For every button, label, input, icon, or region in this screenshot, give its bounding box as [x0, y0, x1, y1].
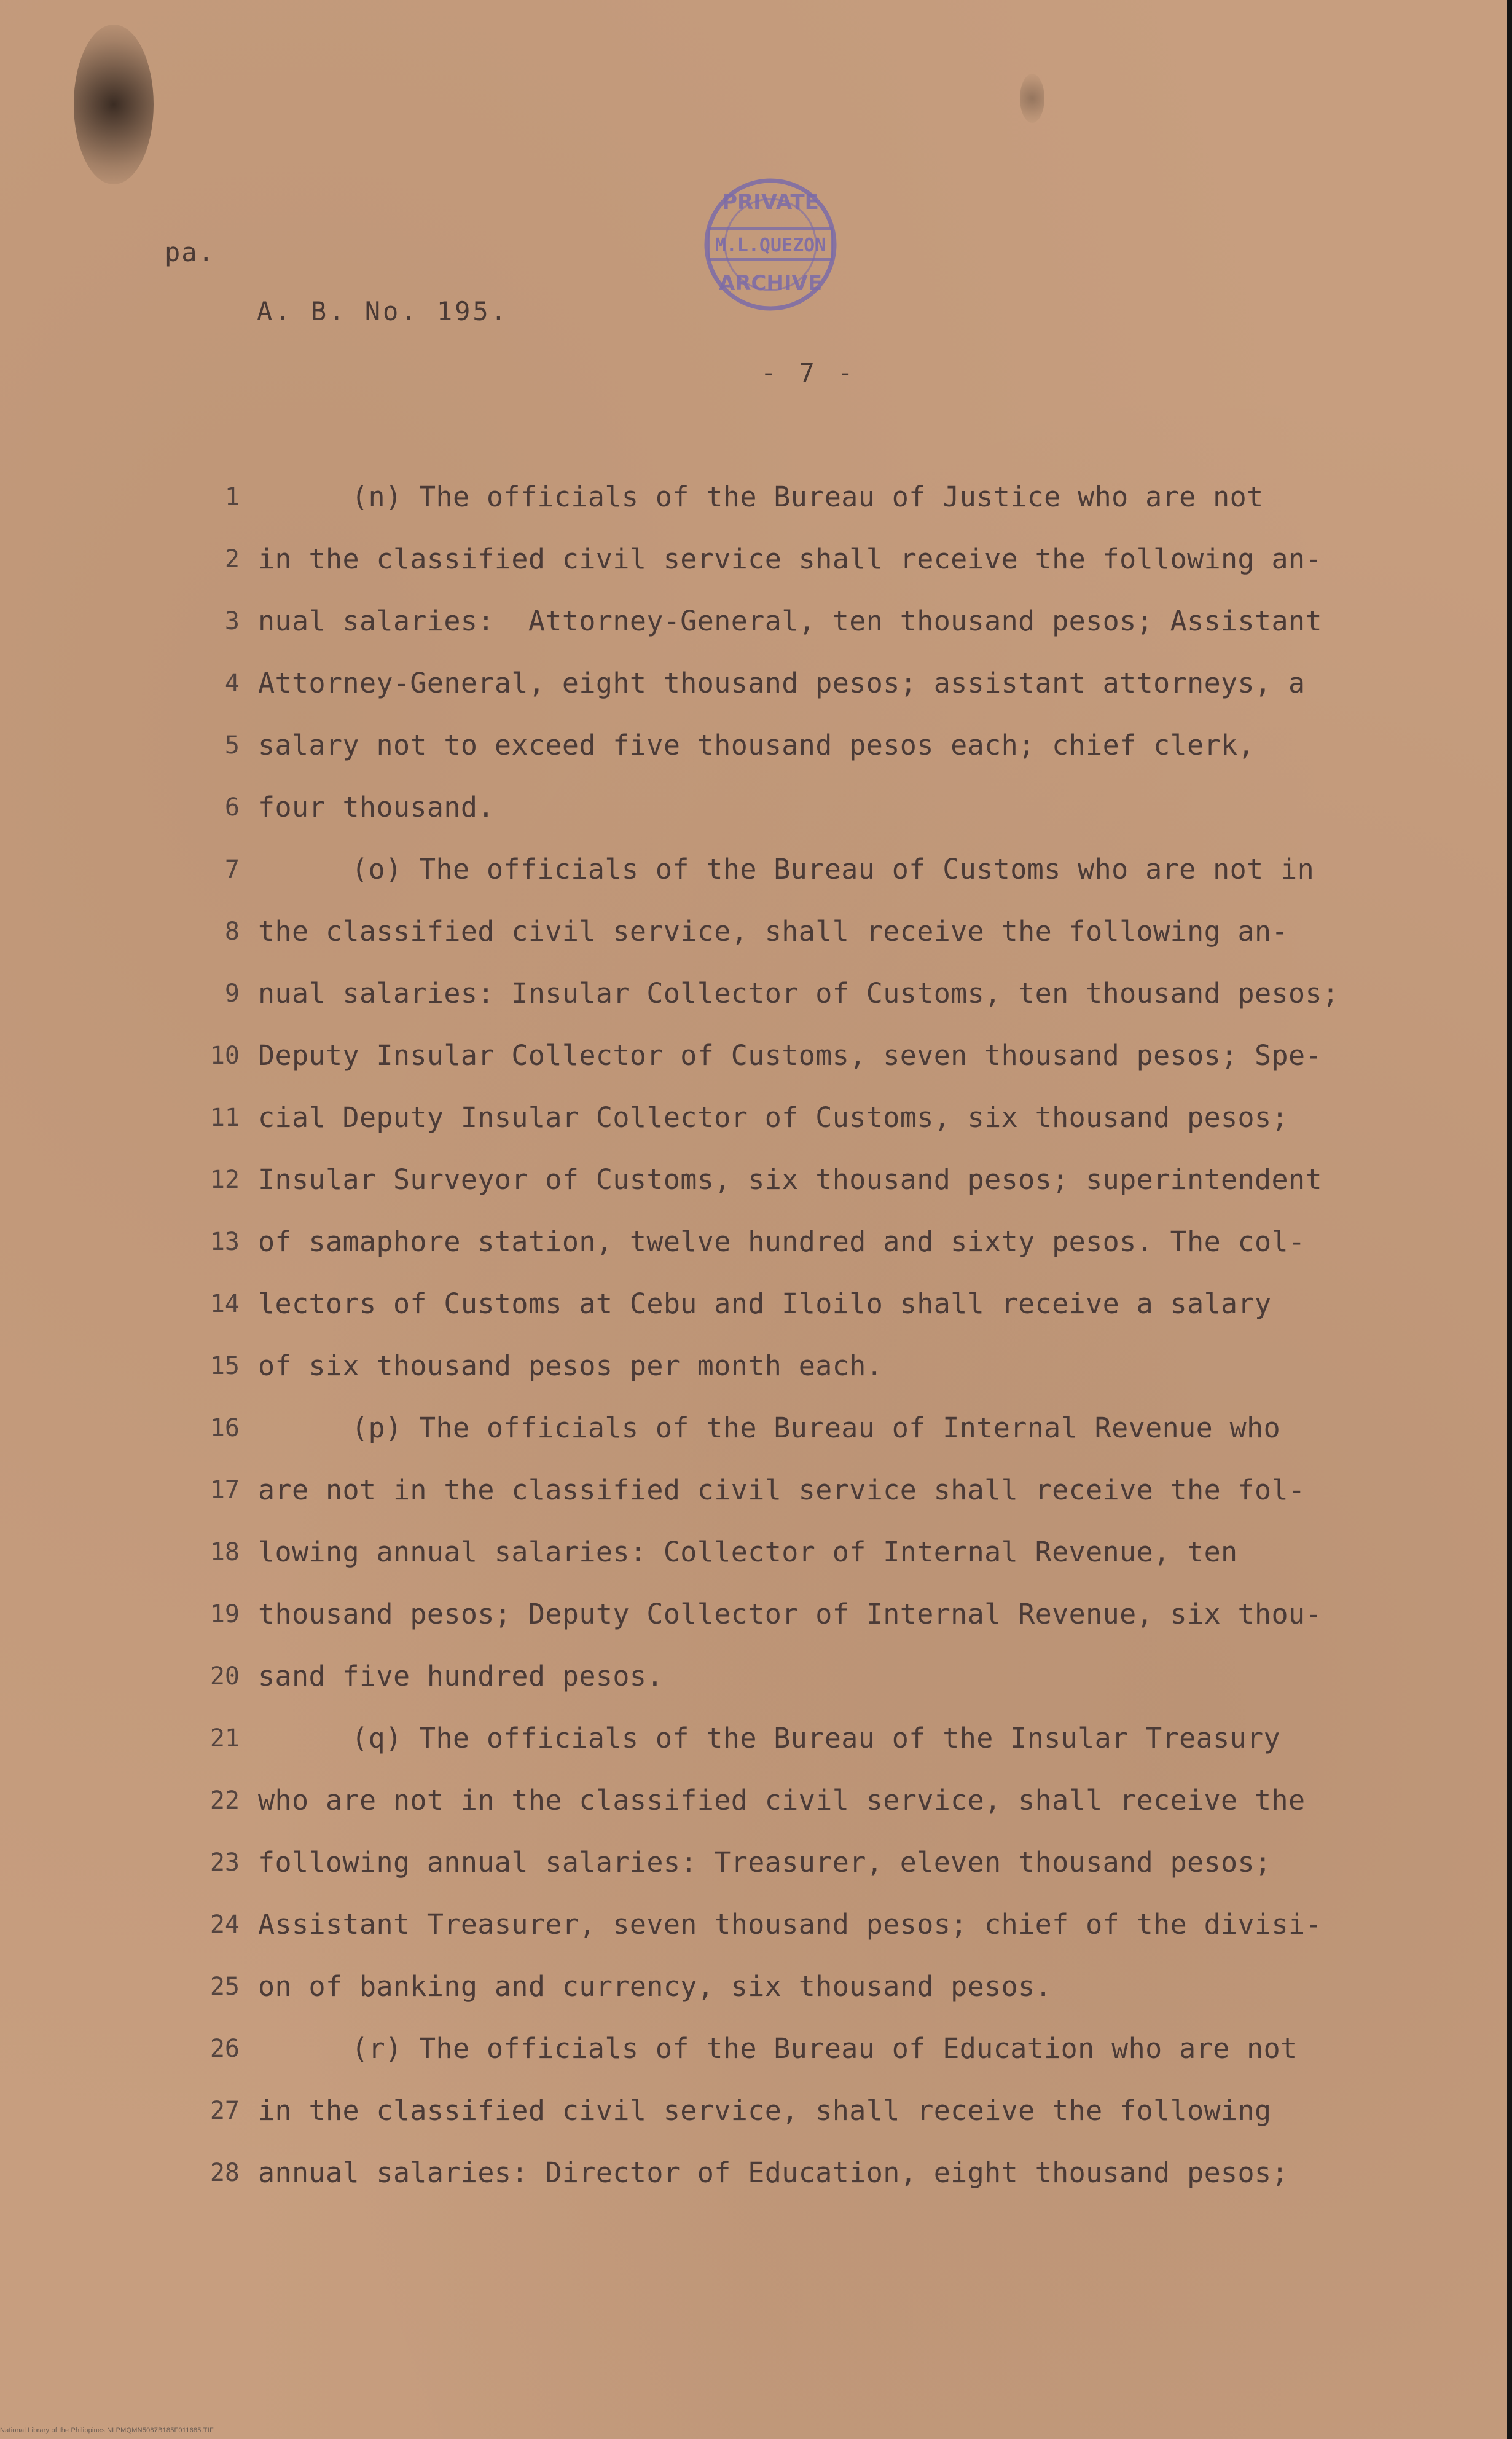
- line-number: 28: [210, 2159, 240, 2187]
- text-line: the classified civil service, shall receive the following an-: [258, 915, 1289, 948]
- text-line: nual salaries: Attorney-General, ten thousand pesos; Assistant: [258, 605, 1323, 637]
- line-number: 27: [210, 2097, 240, 2125]
- line-number: 7: [224, 855, 240, 884]
- document-body: [258, 479, 1419, 2217]
- text-line: Assistant Treasurer, seven thousand pesos; chief of the divisi-: [258, 1908, 1323, 1941]
- stamp-top-text: PRIVATE: [722, 190, 819, 214]
- text-line: (r) The officials of the Bureau of Education who are not: [351, 2032, 1298, 2065]
- text-line: four thousand.: [258, 791, 495, 823]
- line-number-column: [184, 479, 240, 2217]
- line-number: 24: [210, 1911, 240, 1939]
- text-line: thousand pesos; Deputy Collector of Internal Revenue, six thou-: [258, 1598, 1323, 1630]
- line-number: 1: [224, 483, 240, 511]
- line-number: 16: [210, 1414, 240, 1442]
- page-edge: [1507, 0, 1512, 2439]
- line-number: 6: [224, 793, 240, 822]
- text-line: who are not in the classified civil service, shall receive the: [258, 1784, 1306, 1816]
- text-line: following annual salaries: Treasurer, eleven thousand pesos;: [258, 1846, 1272, 1879]
- line-number: 8: [224, 917, 240, 946]
- line-number: 17: [210, 1476, 240, 1504]
- line-number: 10: [210, 1042, 240, 1070]
- stamp-bottom-text: ARCHIVE: [718, 271, 823, 296]
- text-line: (q) The officials of the Bureau of the Insular Treasury: [351, 1722, 1281, 1754]
- text-line: annual salaries: Director of Education, eight thousand pesos;: [258, 2156, 1289, 2189]
- line-number: 9: [224, 980, 240, 1008]
- text-line: (n) The officials of the Bureau of Justice who are not: [351, 481, 1264, 513]
- bill-number: A. B. No. 195.: [257, 296, 509, 326]
- text-line: Attorney-General, eight thousand pesos; assistant attorneys, a: [258, 667, 1306, 699]
- ink-stain: [74, 25, 154, 184]
- line-number: 15: [210, 1352, 240, 1380]
- text-line: cial Deputy Insular Collector of Customs, six thousand pesos;: [258, 1101, 1289, 1134]
- text-line: (o) The officials of the Bureau of Customs who are not in: [351, 853, 1315, 886]
- line-number: 4: [224, 669, 240, 697]
- text-line: lowing annual salaries: Collector of Internal Revenue, ten: [258, 1536, 1238, 1568]
- line-number: 25: [210, 1973, 240, 2001]
- stamp-middle-text: M.L.QUEZON: [715, 235, 826, 256]
- text-line: in the classified civil service, shall receive the following: [258, 2094, 1272, 2127]
- scan-credit: National Library of the Philippines NLPMQMN5087B185F011685.TIF: [0, 2427, 214, 2434]
- line-number: 21: [210, 1724, 240, 1753]
- line-number: 18: [210, 1538, 240, 1566]
- text-line: salary not to exceed five thousand pesos each; chief clerk,: [258, 729, 1255, 761]
- line-number: 22: [210, 1786, 240, 1815]
- line-number: 12: [210, 1166, 240, 1194]
- text-line: are not in the classified civil service shall receive the fol-: [258, 1474, 1306, 1506]
- text-line: sand five hundred pesos.: [258, 1660, 664, 1692]
- line-number: 11: [210, 1104, 240, 1132]
- text-line: nual salaries: Insular Collector of Customs, ten thousand pesos;: [258, 977, 1339, 1010]
- page-number: - 7 -: [761, 358, 857, 388]
- text-line: Deputy Insular Collector of Customs, seven thousand pesos; Spe-: [258, 1039, 1323, 1072]
- line-number: 13: [210, 1228, 240, 1256]
- text-line: (p) The officials of the Bureau of Internal Revenue who: [351, 1412, 1281, 1444]
- text-line: of six thousand pesos per month each.: [258, 1349, 883, 1382]
- line-number: 5: [224, 731, 240, 760]
- archive-stamp: [699, 173, 842, 316]
- line-number: 14: [210, 1290, 240, 1318]
- text-line: in the classified civil service shall receive the following an-: [258, 543, 1323, 575]
- text-line: lectors of Customs at Cebu and Iloilo shall receive a salary: [258, 1287, 1272, 1320]
- line-number: 3: [224, 607, 240, 635]
- typist-initials: pa.: [165, 237, 215, 267]
- text-line: of samaphore station, twelve hundred and sixty pesos. The col-: [258, 1225, 1306, 1258]
- text-line: on of banking and currency, six thousand pesos.: [258, 1970, 1052, 2003]
- line-number: 20: [210, 1662, 240, 1691]
- text-line: Insular Surveyor of Customs, six thousand pesos; superintendent: [258, 1163, 1323, 1196]
- ink-stain: [1020, 74, 1044, 123]
- line-number: 19: [210, 1600, 240, 1628]
- line-number: 23: [210, 1848, 240, 1877]
- line-number: 26: [210, 2035, 240, 2063]
- line-number: 2: [224, 545, 240, 573]
